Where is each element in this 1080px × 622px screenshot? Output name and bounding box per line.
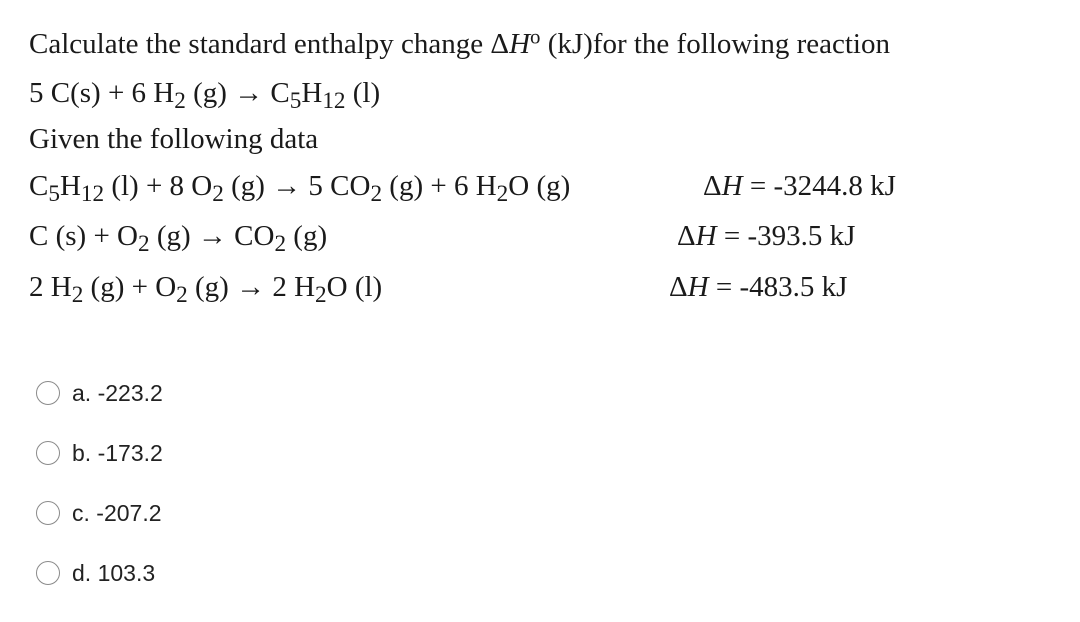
reaction-subscript: 2	[496, 180, 509, 207]
reaction-text: (l)	[345, 77, 381, 109]
radio-button-c[interactable]	[36, 501, 60, 525]
reaction-text: O (g)	[508, 170, 571, 202]
reaction-subscript: 12	[322, 87, 346, 114]
reaction-text: 2 H	[29, 271, 72, 303]
reaction-text: (g)	[286, 220, 328, 252]
radio-button-d[interactable]	[36, 561, 60, 585]
option-b[interactable]	[36, 437, 163, 469]
target-reaction	[29, 77, 381, 114]
prompt-text-b: (kJ)for the following reaction	[540, 28, 890, 60]
reaction-text: (g) → 2 H	[187, 271, 316, 303]
reaction-subscript: 2	[212, 180, 224, 207]
delta-symbol: Δ	[703, 170, 722, 202]
reaction-subscript: 2	[274, 230, 287, 257]
enthalpy-value-3	[669, 273, 847, 302]
reaction-subscript: 2	[176, 281, 188, 308]
option-d-label[interactable]: d. 103.3	[72, 559, 156, 586]
reaction-text: (g) + 6 H	[382, 170, 497, 202]
reaction-text: H	[59, 170, 81, 202]
enthalpy-number: = -3244.8 kJ	[742, 170, 896, 202]
delta-symbol: Δ	[677, 220, 696, 252]
option-c[interactable]	[36, 497, 163, 529]
enthalpy-value-1	[703, 172, 896, 201]
option-b-label[interactable]: b. -173.2	[72, 439, 163, 466]
standard-state-degree: o	[530, 24, 541, 49]
data-reaction-1	[29, 170, 571, 207]
reaction-text: 5 C(s) + 6 H	[29, 77, 175, 109]
reaction-text: (g) → C	[185, 77, 290, 109]
option-a-label[interactable]: a. -223.2	[72, 379, 163, 406]
data-reaction-3	[29, 271, 383, 308]
enthalpy-symbol: H	[695, 220, 717, 252]
reaction-text: O (l)	[326, 271, 383, 303]
given-data-label: Given the following data	[29, 123, 319, 155]
enthalpy-symbol: H	[687, 271, 709, 303]
answer-options	[36, 377, 163, 617]
reaction-text: (g) + O	[83, 271, 177, 303]
reaction-text: (l) + 8 O	[104, 170, 213, 202]
enthalpy-number: = -393.5 kJ	[716, 220, 856, 252]
option-c-label[interactable]: c. -207.2	[72, 499, 162, 526]
reaction-subscript: 5	[289, 87, 302, 114]
radio-button-b[interactable]	[36, 441, 60, 465]
reaction-text: (g) → 5 CO	[223, 170, 371, 202]
reaction-text: C	[29, 170, 49, 202]
reaction-subscript: 2	[370, 180, 383, 207]
enthalpy-symbol: H	[509, 28, 531, 60]
reaction-text: C (s) + O	[29, 220, 138, 252]
option-a[interactable]	[36, 377, 163, 409]
data-reaction-2	[29, 220, 328, 257]
reaction-text: (g) → CO	[149, 220, 275, 252]
reaction-subscript: 2	[71, 281, 84, 308]
enthalpy-value-2	[677, 222, 855, 251]
enthalpy-number: = -483.5 kJ	[708, 271, 848, 303]
prompt-text-a: Calculate the standard enthalpy change	[29, 28, 491, 60]
option-d[interactable]	[36, 557, 163, 589]
radio-button-a[interactable]	[36, 381, 60, 405]
enthalpy-symbol: H	[721, 170, 743, 202]
reaction-subscript: 2	[315, 281, 327, 308]
reaction-subscript: 2	[138, 230, 150, 257]
delta-symbol: Δ	[669, 271, 688, 303]
reaction-text: H	[301, 77, 323, 109]
reaction-subscript: 2	[174, 87, 186, 114]
reaction-subscript: 5	[48, 180, 60, 207]
delta-symbol: Δ	[490, 28, 510, 60]
reaction-subscript: 12	[80, 180, 105, 207]
question-prompt	[29, 24, 890, 60]
